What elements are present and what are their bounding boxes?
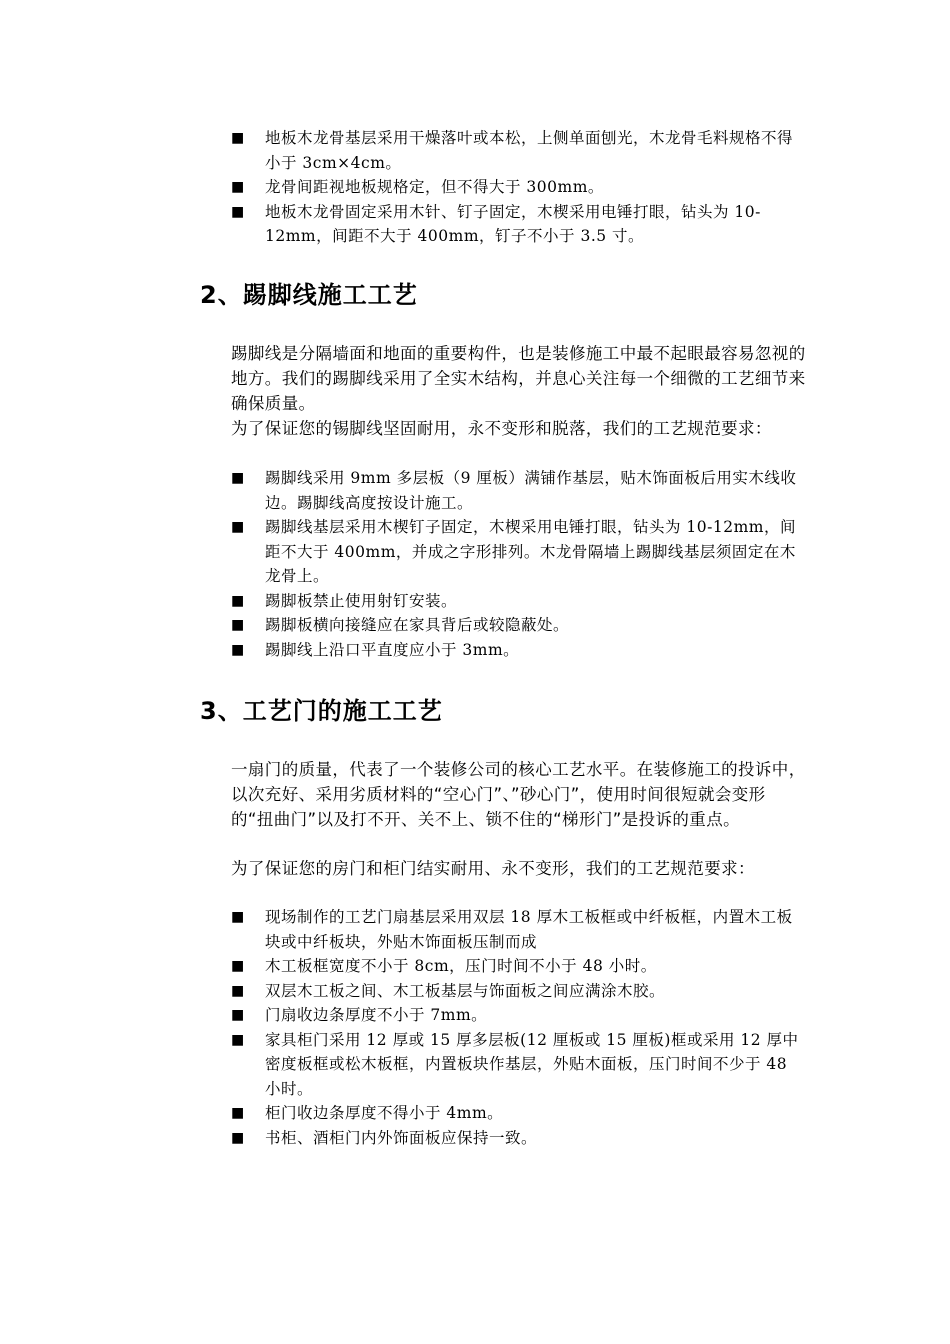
section-2-intro-paragraph: 踢脚线是分隔墙面和地面的重要构件，也是装修施工中最不起眼最容易忽视的地方。我们的踢脚线采用了全实木结构，并息心关注每一个细微的工艺细节来确保质量。 [231,344,806,413]
list-item [231,126,803,175]
list-item [231,589,803,614]
bullet-icon: ■ [231,519,245,535]
list-item [231,1003,803,1028]
bullet-icon: ■ [231,958,245,974]
list-item-text: 踢脚线采用 9mm 多层板（9 厘板）满铺作基层，贴木饰面板后用实木线收边。踢脚线高度按设计施工。 [265,469,797,512]
list-item [231,175,803,200]
list-item [231,979,803,1004]
bullet-icon: ■ [231,1105,245,1121]
list-item-text: 踢脚线基层采用木楔钉子固定，木楔采用电锤打眼，钻头为 10-12mm，间距不大于 400mm，并成之字形排列。木龙骨隔墙上踢脚线基层须固定在木龙骨上。 [265,518,797,585]
bullet-icon: ■ [231,1007,245,1023]
list-item [231,613,803,638]
list-item-text: 柜门收边条厚度不得小于 4mm。 [265,1104,504,1122]
bullet-icon: ■ [231,592,245,609]
list-item-text: 地板木龙骨基层采用干燥落叶或本松，上侧单面刨光，木龙骨毛料规格不得小于 3cm×4cm。 [265,129,794,172]
section-3-heading: 3、工艺门的施工工艺 [200,697,443,725]
list-item-text: 门扇收边条厚度不小于 7mm。 [265,1006,488,1024]
bullet-icon: ■ [231,179,245,195]
list-item [231,954,803,979]
list-item [231,638,803,663]
bullet-icon: ■ [231,982,245,999]
list-item-text: 书柜、酒柜门内外饰面板应保持一致。 [265,1128,538,1147]
list-item-text: 踢脚板横向接缝应在家具背后或较隐蔽处。 [265,616,570,634]
baseboard-requirements-list [231,466,803,662]
bullet-icon: ■ [231,1031,245,1048]
bullet-icon: ■ [231,203,245,220]
list-item [231,1101,803,1126]
door-requirements-list [231,905,803,1150]
list-item [231,1126,803,1151]
list-item-text: 家具柜门采用 12 厚或 15 厚多层板(12 厘板或 15 厘板)框或采用 12 厚中密度板框或松木板框，内置板块作基层，外贴木面板，压门时间不少于 48 小时。 [265,1030,799,1098]
list-item [231,466,803,515]
list-item-text: 踢脚板禁止使用射钉安装。 [265,591,458,610]
floor-keel-requirements-list [231,126,803,249]
list-item-text: 龙骨间距视地板规格定，但不得大于 300mm。 [265,178,604,196]
list-item [231,200,803,249]
list-item-text: 木工板框宽度不小于 8cm，压门时间不小于 48 小时。 [265,957,657,975]
list-item [231,1028,803,1102]
list-item-text: 踢脚线上沿口平直度应小于 3mm。 [265,640,520,659]
bullet-icon: ■ [231,641,245,658]
bullet-icon: ■ [231,617,245,633]
list-item-text: 地板木龙骨固定采用木针、钉子固定，木楔采用电锤打眼，钻头为 10-12mm，间距不大于 400mm，钉子不小于 3.5 寸。 [265,202,761,245]
section-3-intro-paragraph: 一扇门的质量，代表了一个装修公司的核心工艺水平。在装修施工的投诉中，以次充好、采用劣质材料的“空心门”、”砂心门”，使用时间很短就会变形的“扭曲门”以及打不开、关不上、锁不住的“梯形门”是投诉的重点。 [231,760,806,829]
bullet-icon: ■ [231,470,245,486]
list-item-text: 现场制作的工艺门扇基层采用双层 18 厚木工板框或中纤板框，内置木工板块或中纤板块，外贴木饰面板压制而成 [265,908,793,951]
list-item-text: 双层木工板之间、木工板基层与饰面板之间应满涂木胶。 [265,981,666,1000]
bullet-icon: ■ [231,130,245,146]
section-2-heading: 2、踢脚线施工工艺 [200,281,418,309]
list-item [231,515,803,589]
section-3-lead-paragraph: 为了保证您的房门和柜门结实耐用、永不变形，我们的工艺规范要求： [231,859,755,878]
section-2-lead-paragraph: 为了保证您的锡脚线坚固耐用，永不变形和脱落，我们的工艺规范要求： [231,419,772,438]
list-item [231,905,803,954]
bullet-icon: ■ [231,909,245,925]
bullet-icon: ■ [231,1129,245,1146]
